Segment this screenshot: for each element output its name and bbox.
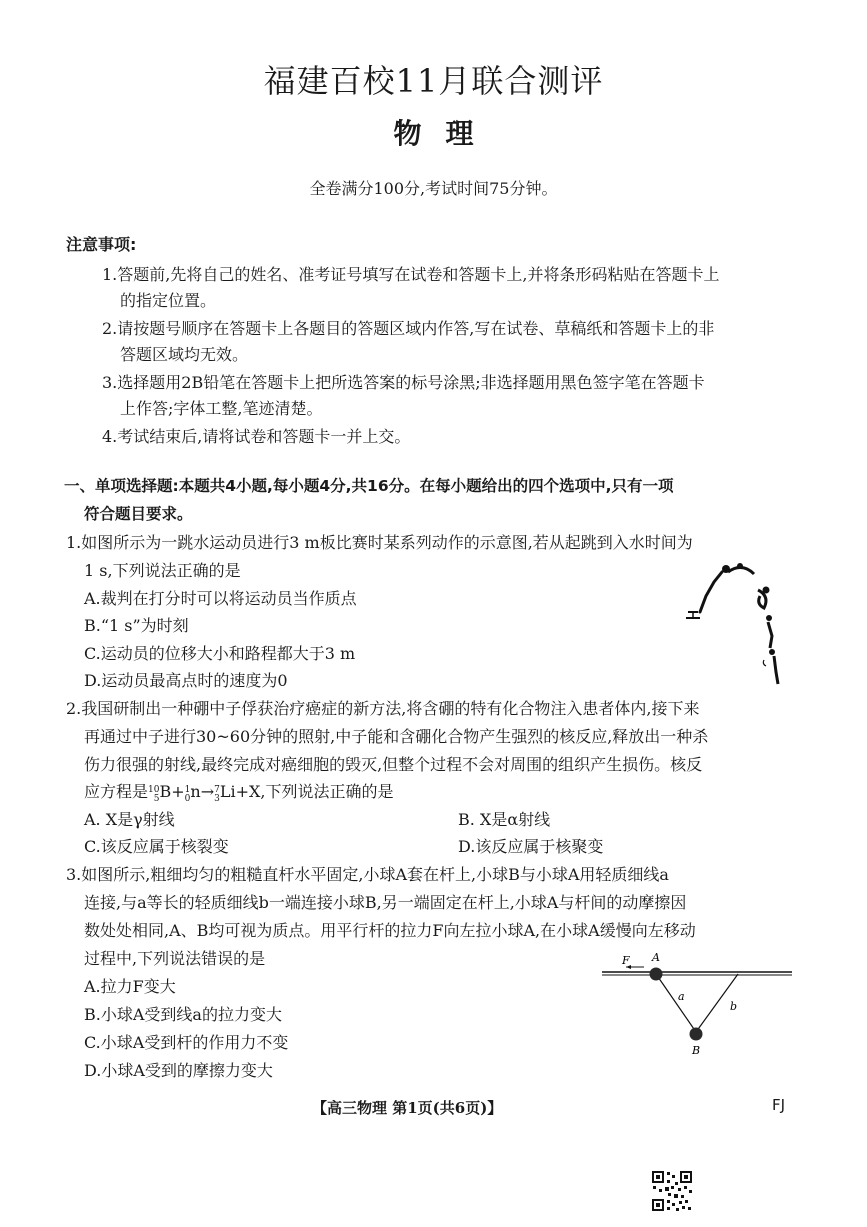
- ball-a-label: A: [652, 951, 660, 964]
- exam-code: FJ: [772, 1096, 786, 1114]
- equation-prefix: 应方程是: [84, 782, 149, 801]
- exam-info: 全卷满分100分,考试时间75分钟。: [309, 179, 558, 198]
- notice-line: 1.答题前,先将自己的姓名、准考证号填写在试卷和答题卡上,并将条形码粘贴在答题卡上: [102, 265, 720, 284]
- q2-equation: 应方程是 10 5 B+ 1 0 n→ 7 3 Li+X,下列说法正确的是: [84, 782, 394, 804]
- nuclide-lithium: Li: [219, 782, 236, 801]
- q3-option-c: C.小球A受到杆的作用力不变: [84, 1033, 289, 1052]
- q1-option-a: A.裁判在打分时可以将运动员当作质点: [84, 589, 357, 608]
- q2-option-c: C.该反应属于核裂变: [84, 837, 229, 856]
- subject-title: 物理: [393, 117, 498, 150]
- exam-title: 福建百校11月联合测评: [263, 62, 604, 100]
- rod-ball-figure: [600, 950, 796, 1060]
- q3-stem: 3.如图所示,粗细均匀的粗糙直杆水平固定,小球A套在杆上,小球B与小球A用轻质细线a: [66, 865, 669, 884]
- q3-stem-cont: 过程中,下列说法错误的是: [84, 949, 266, 968]
- page-footer: 【高三物理 第1页(共6页)】: [312, 1099, 503, 1117]
- nuclide-lithium-indices: 7 3: [214, 785, 220, 804]
- reaction-arrow: →: [200, 782, 215, 801]
- q3-stem-cont: 数处处相同,A、B均可视为质点。用平行杆的拉力F向左拉小球A,在小球A缓慢向左移动: [84, 921, 696, 940]
- force-label: F: [622, 954, 630, 967]
- q2-stem-cont: 再通过中子进行30~60分钟的照射,中子能和含硼化合物产生强烈的核反应,释放出一种杀: [84, 727, 709, 746]
- q1-stem-cont: 1 s,下列说法正确的是: [84, 561, 241, 580]
- nuclide-boron: B: [159, 782, 172, 801]
- notice-line: 2.请按题号顺序在答题卡上各题目的答题区域内作答,写在试卷、草稿纸和答题卡上的非: [102, 319, 715, 338]
- q2-option-b: B. X是α射线: [458, 810, 551, 829]
- line-b-label: b: [730, 1000, 738, 1013]
- q2-option-d: D.该反应属于核聚变: [458, 837, 604, 856]
- notice-heading: 注意事项:: [66, 235, 137, 254]
- q1-option-d: D.运动员最高点时的速度为0: [84, 671, 288, 690]
- nuclide-boron-indices: 10 5: [148, 785, 160, 804]
- notice-line: 的指定位置。: [120, 291, 217, 310]
- notice-line: 3.选择题用2B铅笔在答题卡上把所选答案的标号涂黑;非选择题用黑色签字笔在答题卡: [102, 373, 705, 392]
- q3-option-a: A.拉力F变大: [84, 977, 176, 996]
- notice-line: 4.考试结束后,请将试卷和答题卡一并上交。: [102, 427, 411, 446]
- q2-option-a: A. X是γ射线: [84, 810, 175, 829]
- q3-option-b: B.小球A受到线a的拉力变大: [84, 1005, 282, 1024]
- q1-stem: 1.如图所示为一跳水运动员进行3 m板比赛时某系列动作的示意图,若从起跳到入水时间为: [66, 533, 693, 552]
- q2-stem: 2.我国研制出一种硼中子俘获治疗癌症的新方法,将含硼的特有化合物注入患者体内,接下来: [66, 699, 700, 718]
- equation-suffix: +X,下列说法正确的是: [235, 782, 394, 801]
- nuclide-neutron: n: [190, 782, 201, 801]
- notice-line: 上作答;字体工整,笔迹清楚。: [120, 399, 323, 418]
- section-heading-cont: 符合题目要求。: [84, 505, 193, 523]
- diver-figure: [684, 560, 794, 690]
- q1-option-b: B.“1 s”为时刻: [84, 616, 189, 635]
- q1-option-c: C.运动员的位移大小和路程都大于3 m: [84, 644, 356, 663]
- q2-stem-cont: 伤力很强的射线,最终完成对癌细胞的毁灭,但整个过程不会对周围的组织产生损伤。核反: [84, 755, 703, 774]
- notice-line: 答题区域均无效。: [120, 345, 249, 364]
- nuclide-neutron-indices: 1 0: [184, 785, 191, 804]
- line-a-label: a: [678, 990, 685, 1003]
- q3-option-d: D.小球A受到的摩擦力变大: [84, 1061, 273, 1080]
- qr-code-icon: [651, 1170, 693, 1212]
- q3-stem-cont: 连接,与a等长的轻质细线b一端连接小球B,另一端固定在杆上,小球A与杆间的动摩擦因: [84, 893, 687, 912]
- section-heading: 一、单项选择题:本题共4小题,每小题4分,共16分。在每小题给出的四个选项中,只有一项: [64, 477, 674, 495]
- ball-b-label: B: [692, 1044, 701, 1057]
